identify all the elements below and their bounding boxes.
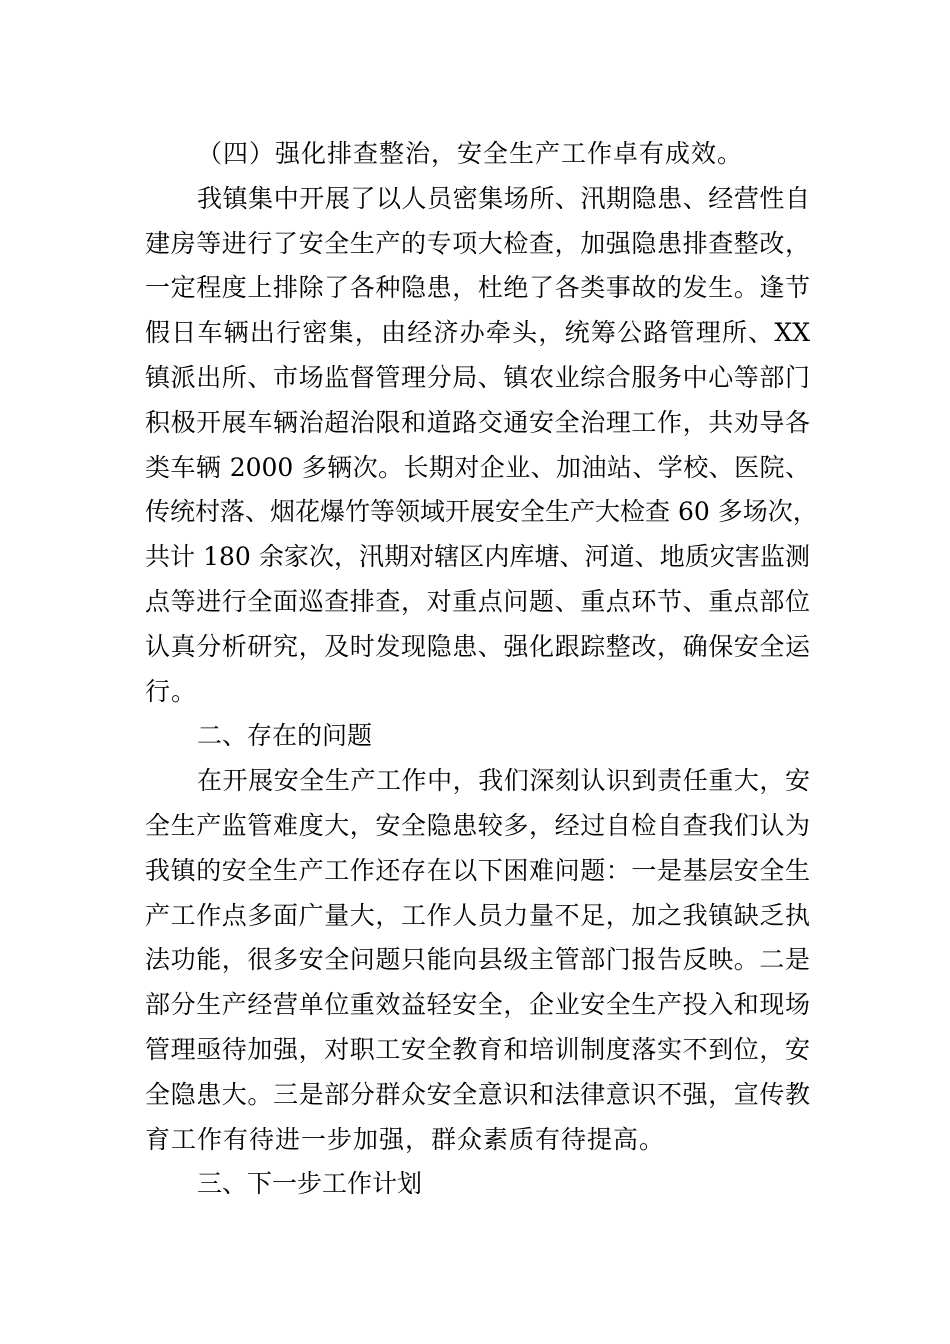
paragraph-line: 镇派出所、市场监督管理分局、镇农业综合服务中心等部门: [145, 362, 810, 392]
paragraph-line: 传统村落、烟花爆竹等领域开展安全生产大检查 60 多场次，: [145, 497, 818, 527]
paragraph-line: 共计 180 余家次，汛期对辖区内库塘、河道、地质灾害监测: [145, 542, 810, 572]
section-3-heading: 三、下一步工作计划: [197, 1169, 423, 1199]
paragraph-line: 我镇集中开展了以人员密集场所、汛期隐患、经营性自: [197, 183, 810, 213]
paragraph-line: 建房等进行了安全生产的专项大检查，加强隐患排查整改，: [145, 228, 810, 258]
paragraph-line: 积极开展车辆治超治限和道路交通安全治理工作，共劝导各: [145, 407, 810, 437]
paragraph-line: 在开展安全生产工作中，我们深刻认识到责任重大，安: [197, 766, 810, 796]
paragraph-line: 一定程度上排除了各种隐患，杜绝了各类事故的发生。逢节: [145, 273, 810, 303]
paragraph-line: 认真分析研究，及时发现隐患、强化跟踪整改，确保安全运: [145, 631, 810, 661]
paragraph-line: 全隐患大。三是部分群众安全意识和法律意识不强，宣传教: [145, 1079, 810, 1109]
section-2-heading: 二、存在的问题: [197, 721, 373, 751]
paragraph-line: 产工作点多面广量大，工作人员力量不足，加之我镇缺乏执: [145, 900, 810, 930]
paragraph-line: 假日车辆出行密集，由经济办牵头，统筹公路管理所、XX: [145, 318, 810, 348]
document-body: [145, 132, 818, 1207]
paragraph-line: 部分生产经营单位重效益轻安全，企业安全生产投入和现场: [145, 990, 810, 1020]
paragraph-line: 行。: [145, 676, 198, 706]
paragraph-line: 点等进行全面巡查排查，对重点问题、重点环节、重点部位: [145, 586, 810, 616]
paragraph-line: 管理亟待加强，对职工安全教育和培训制度落实不到位，安: [145, 1034, 810, 1064]
paragraph-line: 育工作有待进一步加强，群众素质有待提高。: [145, 1124, 666, 1154]
section-4-heading: （四）强化排查整治，安全生产工作卓有成效。: [197, 139, 744, 168]
paragraph-line: 我镇的安全生产工作还存在以下困难问题：一是基层安全生: [145, 855, 810, 885]
paragraph-line: 全生产监管难度大，安全隐患较多，经过自检自查我们认为: [145, 810, 810, 840]
paragraph-line: 法功能，很多安全问题只能向县级主管部门报告反映。二是: [145, 945, 810, 975]
paragraph-line: 类车辆 2000 多辆次。长期对企业、加油站、学校、医院、: [145, 452, 810, 482]
